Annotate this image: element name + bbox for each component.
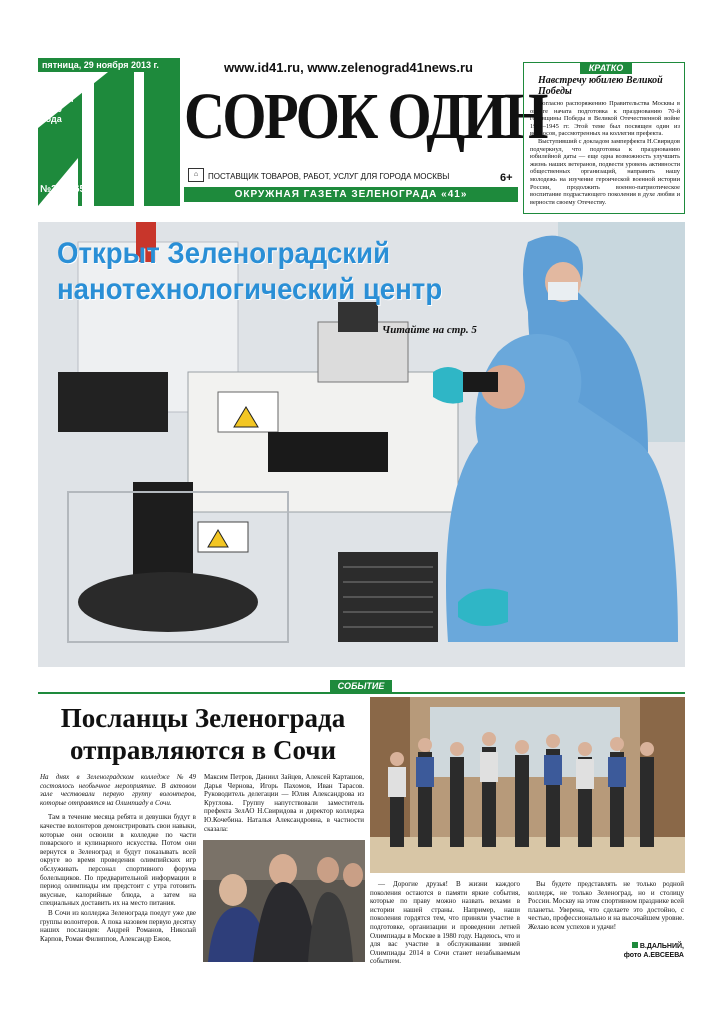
subtitle-bar: ОКРУЖНАЯ ГАЗЕТА ЗЕЛЕНОГРАДА «41»	[184, 187, 518, 202]
article-column	[370, 880, 520, 967]
article-column	[204, 773, 364, 834]
author-credit	[580, 942, 684, 960]
issue-date: пятница, 29 ноября 2013 г.	[38, 58, 180, 72]
article-paragraph: Там в течение месяца ребята и девушки будут в качестве волонтеров демонстрировать свои навыки, которые они освоили в колледже по части поварского и кулинарного искусства. Потом они вернутся в Зеленоград и будут показывать всей округе во время проведения олимпийских игр обслуживать персонал спортивного форума болельщиков. По предварительной информации в период олимпиады им предстоит с утра готовить вкусные, калорийные блюда, а затем на специальных доставить их на место питания.	[40, 813, 196, 908]
page-reference[interactable]: Читайте на стр. 5	[382, 324, 477, 336]
supplier-logo-icon: ⌂	[188, 168, 204, 182]
event-headline-line: Посланцы Зеленограда	[60, 703, 346, 733]
newspaper-title: СОРОК ОДИН	[184, 80, 546, 153]
brief-box	[523, 62, 685, 214]
volunteers-photo	[370, 697, 685, 873]
slogan: ПОСТАВЩИК ТОВАРОВ, РАБОТ, УСЛУГ ДЛЯ ГОРОДА МОСКВЫ	[208, 172, 450, 181]
author-name: В.ДАЛЬНИЙ,	[639, 943, 684, 950]
article-paragraph: Максим Петров, Даниил Зайцев, Алексей Карташов, Дарья Чернова, Игорь Пахомов, Иван Тарасов. Руководитель делегации — Юлия Александрова из Круглова. Группу напутствовали заместитель префекта ЗелАО Н.Свиридова и директор колледжа Ю.Кочебина. Наталья Александровна, в частности сказала:	[204, 773, 364, 833]
brief-heading: Навстречу юбилею Великой Победы	[538, 75, 663, 97]
article-paragraph: В Сочи из колледжа Зеленограда поедут уже две группы волонтеров. А пока назовем первую десятку наших посланцев: Андрей Романов, Николай Карпов, Роман Филиппов, Александр Ежов,	[40, 908, 196, 943]
article-column	[528, 880, 684, 933]
brief-paragraph: Согласно распоряжению Правительства Москвы в округе начата подготовка к празднованию 70-й годовщины Победы в Великой Отечественной войне 1941–1945 гг. Этой теме был посвящен один из вопросов, рассмотренных на коллегии префекта.	[530, 100, 680, 138]
hero-headline-line: нанотехнологический центр	[57, 273, 443, 306]
since-note: выходит с июля 1990 года	[42, 84, 82, 124]
brief-tag: КРАТКО	[580, 62, 632, 74]
article-lead: На днях в Зеленоградском колледже №49 состоялось необычное мероприятие. В актовом зале чествовали первую группу волонтеров, которые отправятся на Олимпиаду в Сочи.	[40, 773, 196, 807]
age-rating: 6+	[500, 172, 513, 184]
ceremony-photo	[203, 840, 365, 962]
logo-1-shape	[144, 72, 180, 206]
hero-headline-line: Открыт Зеленоградский	[57, 237, 391, 270]
issue-number: №28 (365)	[40, 184, 89, 195]
article-column	[40, 773, 196, 944]
hero-headline	[57, 236, 442, 308]
brief-paragraph: Выступивший с докладом замперфекта Н.Свиридов подчеркнул, что подготовка к празднованию юбилейной даты — еще одна возможность улучшить жизнь наших ветеранов, подвести уровень активности общественных организаций, направить нашу молодежь на изучение героической военной истории России, продолжить военно-патриотическое воспитание подрастающего поколения в духе любви и верности своему Отечеству.	[530, 137, 680, 206]
website-links[interactable]: www.id41.ru, www.zelenograd41news.ru	[224, 60, 473, 75]
event-headline	[40, 702, 366, 766]
article-paragraph: Вы будете представлять не только родной колледж, не только Зеленоград, но и столицу России. Москву на этом спортивном празднике всей планеты. Уверена, что сделаете это достойно, с честью, профессионально и на высочайшем уровне. Желаю всем успехов и удачи!	[528, 880, 684, 931]
photo-credit: фото А.ЕВСЕЕВА	[623, 952, 684, 959]
event-tag: СОБЫТИЕ	[330, 680, 392, 693]
event-headline-line: отправляются в Сочи	[69, 735, 337, 765]
article-paragraph: — Дорогие друзья! В жизни каждого поколения остаются в памяти яркие события, которые по праву можно назвать вехами в истории нашей страны. Например, наши поколения гордятся тем, что приняли участие в подготовке, организации и проведении летней Олимпиады в Москве в 1980 году. Надеюсь, что и для вас участие в обслуживании зимней Олимпиады 2014 в Сочи станет незабываемым событием.	[370, 880, 520, 966]
bullet-icon	[632, 942, 638, 948]
